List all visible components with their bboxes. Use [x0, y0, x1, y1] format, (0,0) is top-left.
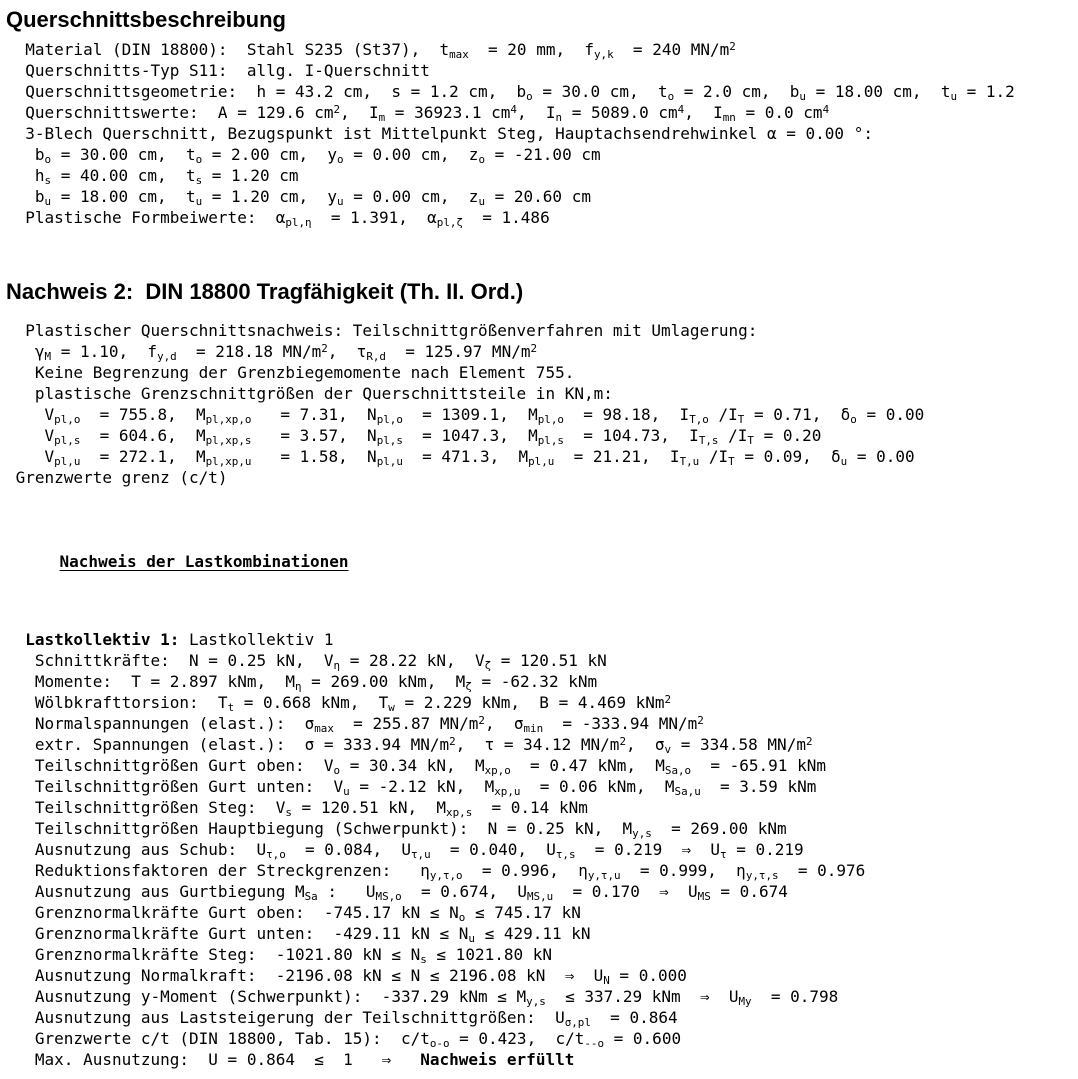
text-line: Ausnutzung Normalkraft: -2196.08 kN ≤ N ≤ 2196.08 kN ⇒ $U_N = 0.000$ — [6, 966, 687, 987]
text-line: Reduktionsfaktoren der Streckgrenzen: $\eta_{y,\tau,o} = 0.996$, $\eta_{y,\tau,u} = 0.999$, $\eta_{y,\tau,s} = 0.976$ — [6, 861, 866, 882]
text-line: extr. Spannungen (elast.): σ = 333.94 $MN/m^2$, τ = 34.12 $MN/m^2$, $\sigma_v = 334.58$ $MN/m^2$ — [6, 735, 813, 756]
text-line: Ausnutzung aus Laststeigerung der Teilschnittgrößen: $U_{\sigma,pl} = 0.864$ — [6, 1008, 678, 1029]
text-line: Grenznormalkräfte Steg: -1021.80 kN ≤ $N_s \le 1021.80$ kN — [6, 945, 553, 966]
text-line: Material (DIN 18800): Stahl S235 (St37), $t_{max} = 20$ mm, $f_{y,k} = 240$ $MN/m^2$ — [6, 40, 736, 61]
text-line: $V_{pl,o} = 755.8$, $M_{pl,xp,o} = 7.31$, $N_{pl,o} = 1309.1$, $M_{pl,o} = 98.18$, $I_{T,o}$ $/I_T = 0.71$, $\delta_o = 0.00$ — [6, 405, 925, 426]
text-line: Ausnutzung y-Moment (Schwerpunkt): -337.29 kNm ≤ $M_{y,s} \le 337.29$ kNm ⇒ $U_{My} = 0.798$ — [6, 987, 839, 1008]
text-line: Schnittkräfte: N = 0.25 kN, $V_\eta = 28.22$ kN, $V_\zeta = 120.51$ kN — [6, 651, 607, 672]
text-line: Ausnutzung aus Gurtbiegung $M_{Sa}$ : $U_{MS,o} = 0.674$, $U_{MS,u} = 0.170$ ⇒ $U_{MS} = 0.674$ — [6, 882, 788, 903]
text-line: $h_s = 40.00$ cm, $t_s = 1.20$ cm — [6, 166, 299, 187]
text-line: Grenzwerte grenz (c/t) — [6, 468, 228, 487]
section-title-nachweis-2: Nachweis 2: DIN 18800 Tragfähigkeit (Th. II. Ord.) — [6, 279, 524, 304]
text-line: $b_o = 30.00$ cm, $t_o = 2.00$ cm, $y_o = 0.00$ cm, $z_o = -21.00$ cm — [6, 145, 601, 166]
text-line: plastische Grenzschnittgrößen der Querschnittsteile in KN,m: — [6, 384, 613, 403]
text-line: Momente: T = 2.897 kNm, $M_\eta = 269.00$ kNm, $M_\zeta = -62.32$ kNm — [6, 672, 598, 693]
text-line: Teilschnittgrößen Gurt oben: $V_o = 30.34$ kN, $M_{xp,o} = 0.47$ kNm, $M_{Sa,o} = -65.91$ kNm — [6, 756, 826, 777]
text-line: Grenznormalkräfte Gurt oben: -745.17 kN ≤ $N_o \le 745.17$ kN — [6, 903, 581, 924]
text-line: Plastischer Querschnittsnachweis: Teilschnittgrößenverfahren mit Umlagerung: — [6, 321, 758, 340]
text-line: Grenznormalkräfte Gurt unten: -429.11 kN ≤ $N_u \le 429.11$ kN — [6, 924, 591, 945]
text-line: Querschnittswerte: A = 129.6 $cm^2$, $I_m = 36923.1$ $cm^4$, $I_n = 5089.0$ $cm^4$, $I_{mn} = 0.0$ $cm^4$ — [6, 103, 830, 124]
text-line: $b_u = 18.00$ cm, $t_u = 1.20$ cm, $y_u = 0.00$ cm, $z_u = 20.60$ cm — [6, 187, 591, 208]
section-body-nachweis-2 — [6, 320, 1078, 488]
text-line: Ausnutzung aus Schub: $U_{\tau,o} = 0.084$, $U_{\tau,u} = 0.040$, $U_{\tau,s} = 0.219$ ⇒ $U_\tau = 0.219$ — [6, 840, 804, 861]
subheading-lastkombinationen: Nachweis der Lastkombinationen — [59, 552, 349, 571]
text-line: Grenzwerte c/t (DIN 18800, Tab. 15): $c/t_{o-o} = 0.423$, $c/t_{--o} = 0.600$ — [6, 1029, 682, 1050]
subheading-row — [6, 530, 1078, 593]
text-line: Keine Begrenzung der Grenzbiegemomente nach Element 755. — [6, 363, 575, 382]
text-line: Teilschnittgrößen Steg: $V_s = 120.51$ kN, $M_{xp,s} = 0.14$ kNm — [6, 798, 588, 819]
text-line: Teilschnittgrößen Gurt unten: $V_u = -2.12$ kN, $M_{xp,u} = 0.06$ kNm, $M_{Sa,u} = 3.59$ kNm — [6, 777, 817, 798]
text-line: Querschnitts-Typ S11: allg. I-Querschnitt — [6, 61, 430, 80]
section-body-querschnittsbeschreibung — [6, 39, 1078, 228]
text-line: $V_{pl,u} = 272.1$, $M_{pl,xp,u} = 1.58$, $N_{pl,u} = 471.3$, $M_{pl,u} = 21.21$, $I_{T,u}$ $/I_T = 0.09$, $\delta_u = 0.00$ — [6, 447, 915, 468]
text-line: Teilschnittgrößen Hauptbiegung (Schwerpunkt): N = 0.25 kN, $M_{y,s} = 269.00$ kNm — [6, 819, 787, 840]
text-line: Querschnittsgeometrie: h = 43.2 cm, s = 1.2 cm, $b_o = 30.0$ cm, $t_o = 2.0$ cm, $b_u = 18.00$ cm, $t_u = 1.2$ — [6, 82, 1015, 103]
text-line: Max. Ausnutzung: U = 0.864 ≤ 1 ⇒ Nachweis erfüllt — [6, 1050, 575, 1069]
load-case-block-lastkollektiv-1 — [6, 629, 1078, 1070]
text-line: $V_{pl,s} = 604.6$, $M_{pl,xp,s} = 3.57$, $N_{pl,s} = 1047.3$, $M_{pl,s} = 104.73$, $I_{T,s}$ $/I_T = 0.20$ — [6, 426, 822, 447]
text-line: Plastische Formbeiwerte: $\alpha_{pl,\eta} = 1.391$, $\alpha_{pl,\zeta} = 1.486$ — [6, 208, 550, 229]
text-line: $\gamma_M = 1.10$, $f_{y,d} = 218.18$ $MN/m^2$, $\tau_{R,d} = 125.97$ $MN/m^2$ — [6, 342, 538, 363]
text-line: Normalspannungen (elast.): $\sigma_{max} = 255.87$ $MN/m^2$, $\sigma_{min} = -333.94$ $MN/m^2$ — [6, 714, 704, 735]
text-line: Wölbkrafttorsion: $T_t = 0.668$ kNm, $T_w = 2.229$ kNm, B = 4.469 kNm$^2$ — [6, 693, 672, 714]
text-line: Lastkollektiv 1: Lastkollektiv 1 — [25, 630, 334, 649]
text-line: 3-Blech Querschnitt, Bezugspunkt ist Mittelpunkt Steg, Hauptachsendrehwinkel α = 0.00 °: — [6, 124, 873, 143]
section-title-querschnittsbeschreibung: Querschnittsbeschreibung — [6, 7, 286, 32]
